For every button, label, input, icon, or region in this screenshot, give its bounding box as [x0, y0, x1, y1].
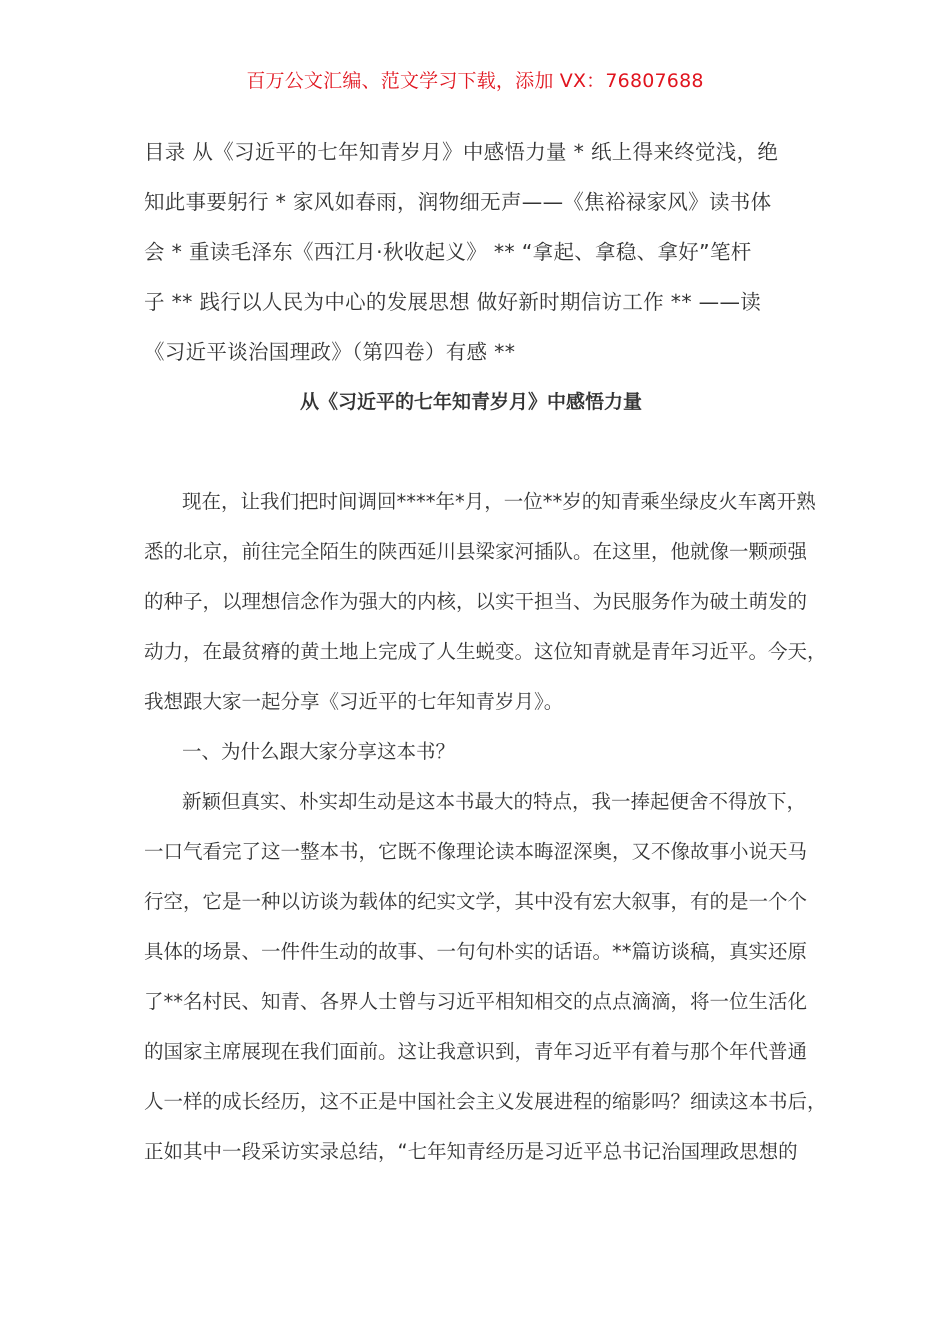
paragraph-line: 新颖但真实、朴实却生动是这本书最大的特点，我一捧起便舍不得放下，: [182, 790, 807, 813]
spacer: [144, 427, 808, 477]
paragraph-intro: [144, 477, 827, 727]
table-of-contents: [144, 127, 808, 377]
toc-line: 子 ** 践行以人民为中心的发展思想 做好新时期信访工作 ** ——读: [144, 290, 762, 314]
paragraph-line: 行空，它是一种以访谈为载体的纪实文学，其中没有宏大叙事，有的是一个个: [144, 890, 808, 913]
toc-line: 知此事要躬行 * 家风如春雨，润物细无声——《焦裕禄家风》读书体: [144, 190, 772, 214]
paragraph-line: 的种子，以理想信念作为强大的内核，以实干担当、为民服务作为破土萌发的: [144, 590, 808, 613]
paragraph-line: 悉的北京，前往完全陌生的陕西延川县梁家河插队。在这里，他就像一颗顽强: [144, 540, 808, 563]
paragraph-line: 的国家主席展现在我们面前。这让我意识到，青年习近平有着与那个年代普通: [144, 1040, 808, 1063]
paragraph-line: 现在，让我们把时间调回****年*月，一位**岁的知青乘坐绿皮火车离开熟: [182, 490, 816, 513]
toc-line: 目录 从《习近平的七年知青岁月》中感悟力量 * 纸上得来终觉浅，绝: [144, 140, 779, 164]
paragraph-section1: [144, 777, 827, 1177]
toc-line: 《习近平谈治国理政》（第四卷）有感 **: [144, 340, 516, 364]
paragraph-line: 我想跟大家一起分享《习近平的七年知青岁月》。: [144, 690, 564, 713]
paragraph-line: 一口气看完了这一整本书，它既不像理论读本晦涩深奥，又不像故事小说天马: [144, 840, 808, 863]
watermark-banner: 百万公文汇编、范文学习下载，添加 VX：76807688: [246, 70, 704, 92]
paragraph-line: 正如其中一段采访实录总结，“七年知青经历是习近平总书记治国理政思想的: [144, 1140, 798, 1163]
document-body: [144, 127, 827, 1177]
section-heading: 一、为什么跟大家分享这本书？: [182, 740, 456, 763]
paragraph-line: 人一样的成长经历，这不正是中国社会主义发展进程的缩影吗？细读这本书后，: [144, 1090, 827, 1113]
article-title: 从《习近平的七年知青岁月》中感悟力量: [299, 391, 642, 413]
paragraph-line: 动力，在最贫瘠的黄土地上完成了人生蜕变。这位知青就是青年习近平。今天，: [144, 640, 827, 663]
toc-line: 会 * 重读毛泽东《西江月·秋收起义》 ** “拿起、拿稳、拿好”笔杆: [144, 240, 752, 264]
paragraph-line: 了**名村民、知青、各界人士曾与习近平相知相交的点点滴滴，将一位生活化: [144, 990, 808, 1013]
paragraph-line: 具体的场景、一件件生动的故事、一句句朴实的话语。**篇访谈稿，真实还原: [144, 940, 808, 963]
